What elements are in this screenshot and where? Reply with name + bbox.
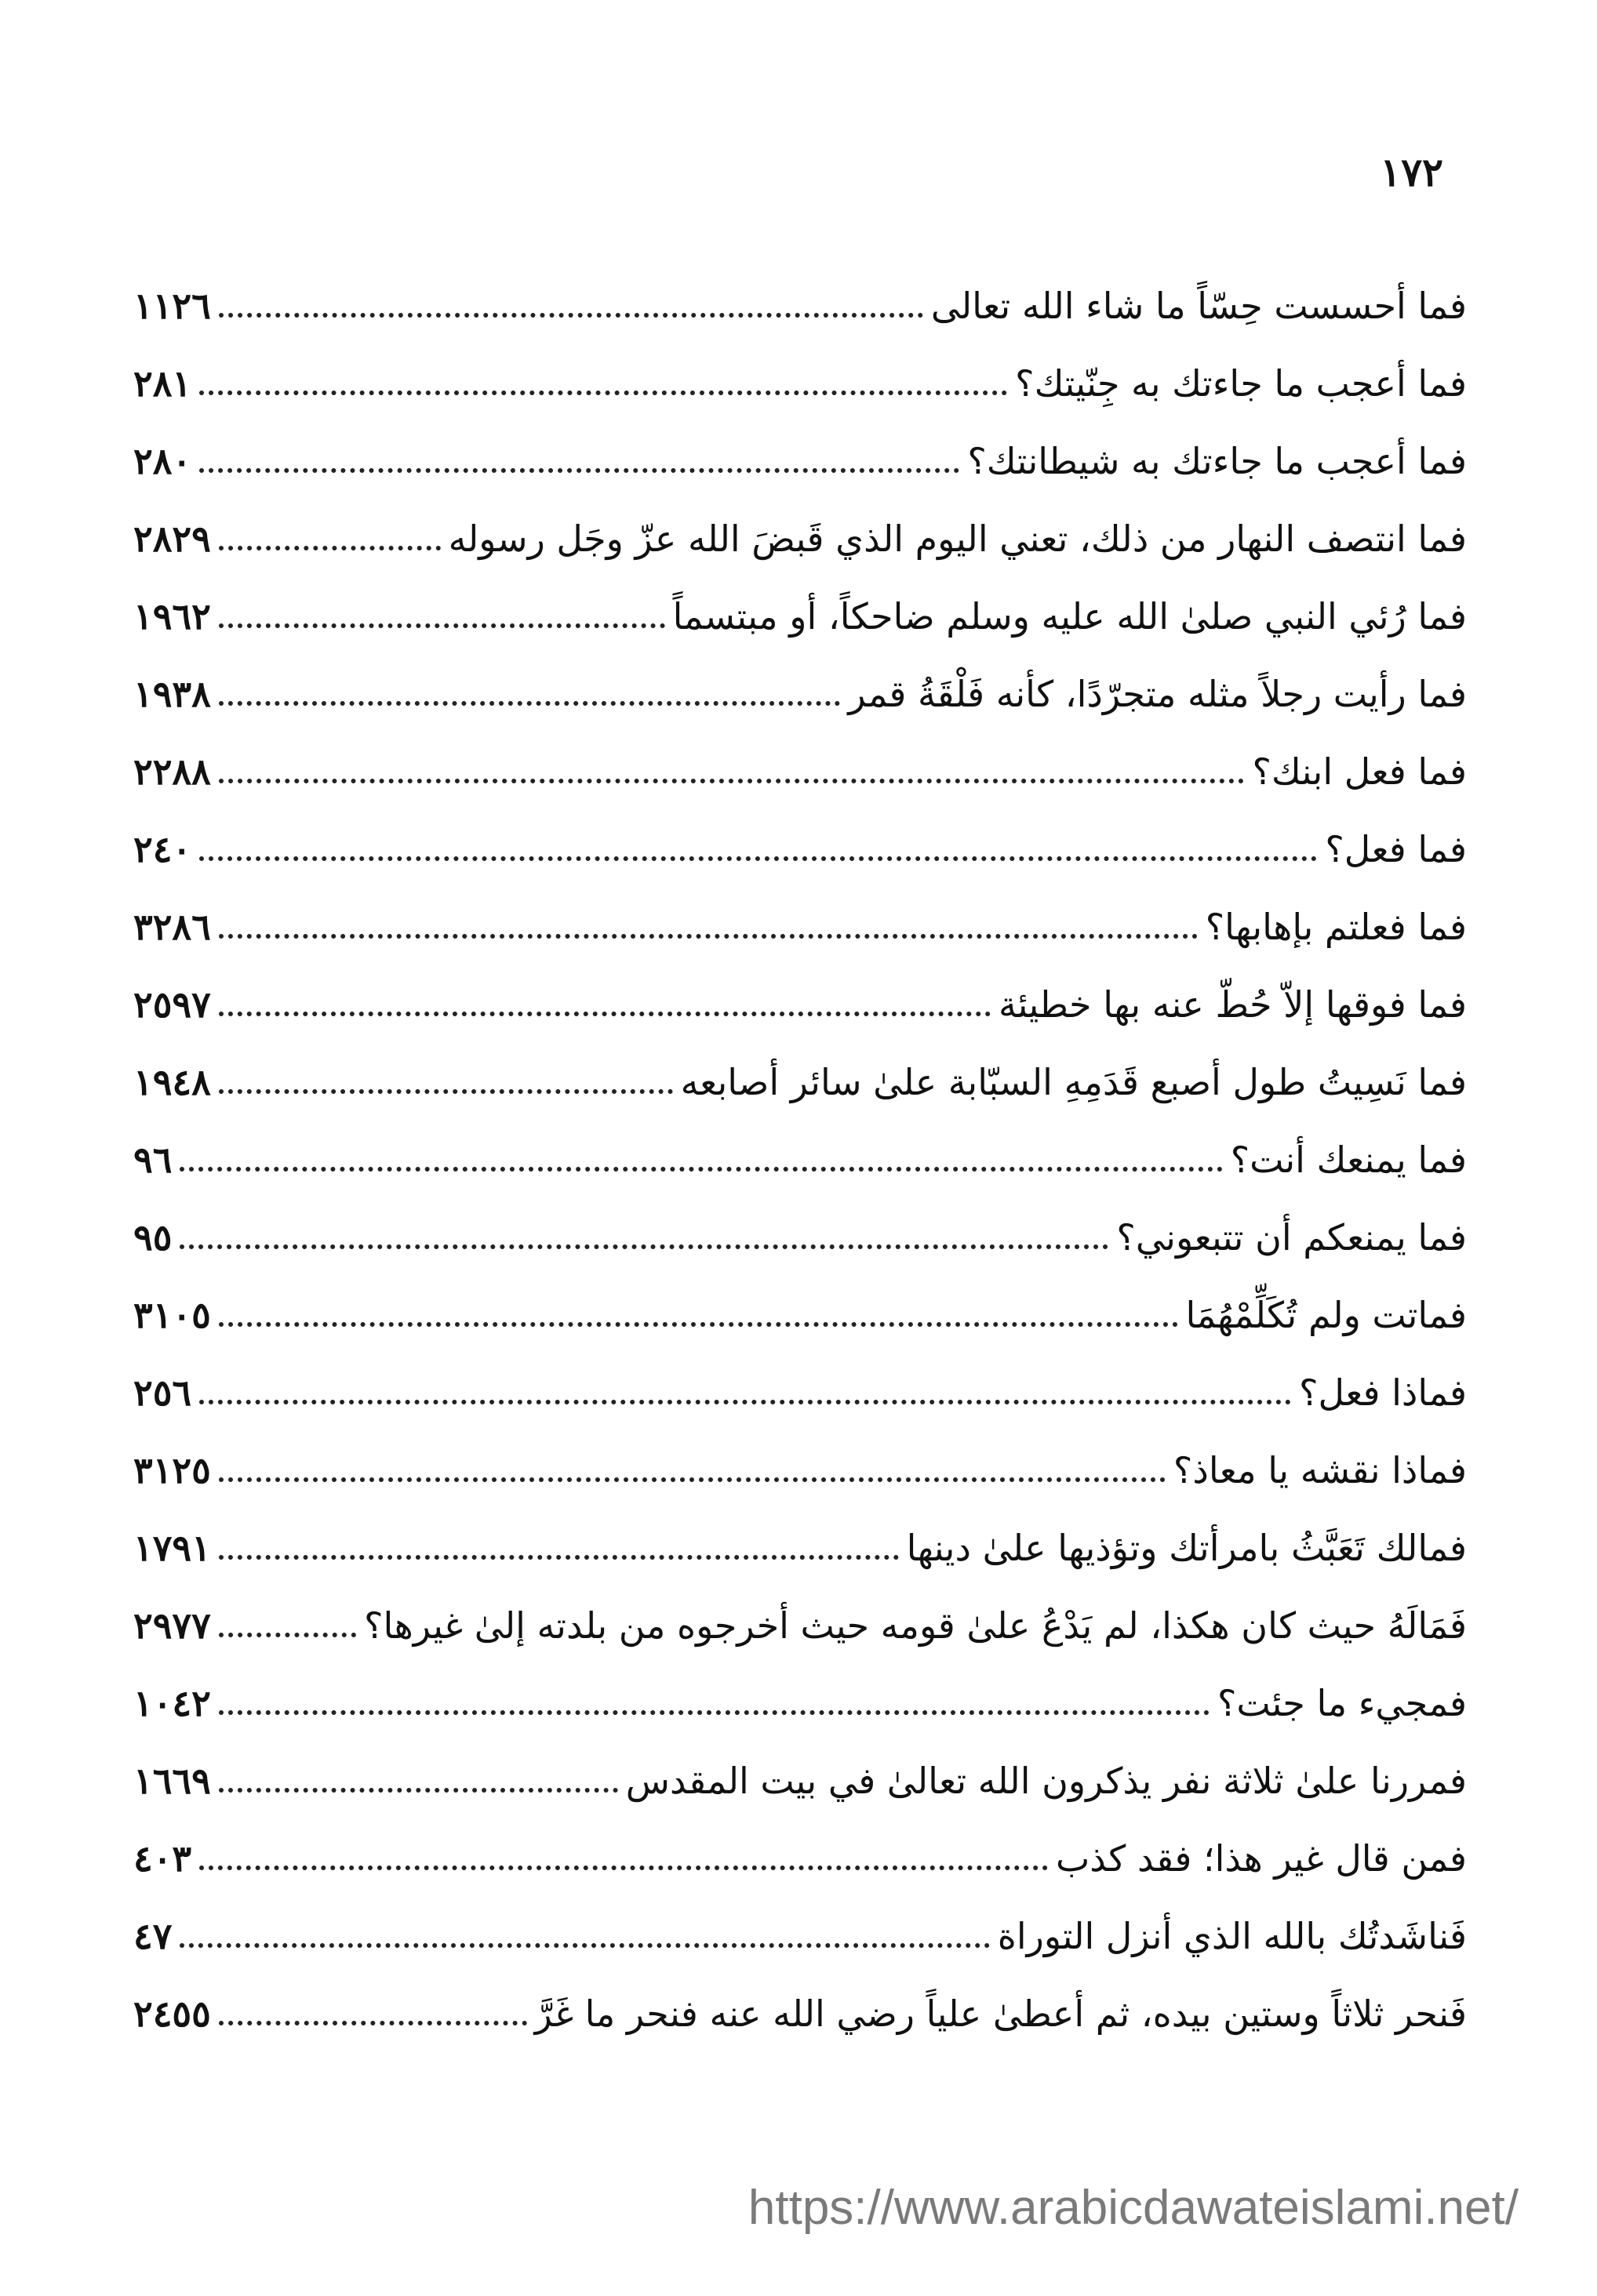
index-entry bbox=[133, 948, 1467, 1026]
entry-text: فما فعل؟ bbox=[1325, 828, 1467, 870]
index-entry bbox=[133, 870, 1467, 948]
index-entry bbox=[133, 327, 1467, 405]
entry-number: ٢٥٩٧ bbox=[133, 983, 211, 1026]
entry-text: فما أحسست حِسّاً ما شاء الله تعالى bbox=[930, 285, 1467, 327]
entry-number: ١٠٤٢ bbox=[133, 1682, 211, 1724]
index-entry bbox=[133, 560, 1467, 638]
index-entry bbox=[133, 715, 1467, 793]
entry-text: فما رُئي النبي صلىٰ الله عليه وسلم ضاحكاً، أو مبتسماً bbox=[672, 595, 1467, 638]
dot-leader bbox=[219, 701, 841, 706]
entry-number: ٢٢٨٨ bbox=[133, 750, 211, 793]
index-entry bbox=[133, 1569, 1467, 1647]
dot-leader bbox=[219, 1710, 1210, 1715]
dot-leader bbox=[199, 468, 959, 473]
index-entry bbox=[133, 1259, 1467, 1336]
index-entry bbox=[133, 1880, 1467, 1957]
dot-leader bbox=[219, 934, 1198, 939]
entry-number: ٢٨٠ bbox=[133, 440, 192, 482]
index-entry bbox=[133, 1957, 1467, 2035]
entry-number: ٩٥ bbox=[133, 1216, 173, 1259]
index-entry bbox=[133, 1414, 1467, 1491]
entry-number: ١٩٦٢ bbox=[133, 595, 211, 638]
index-entry bbox=[133, 1724, 1467, 1802]
entry-number: ٩٦ bbox=[133, 1139, 173, 1181]
index-entry bbox=[133, 405, 1467, 482]
dot-leader bbox=[199, 856, 1317, 861]
entry-number: ٤٧ bbox=[133, 1915, 173, 1957]
index-entry bbox=[133, 482, 1467, 560]
dot-leader bbox=[219, 313, 923, 318]
entry-text: فما أعجب ما جاءتك به شيطانتك؟ bbox=[967, 440, 1467, 482]
dot-leader bbox=[219, 1477, 1166, 1482]
dot-leader bbox=[219, 779, 1245, 783]
entry-number: ٢٨٢٩ bbox=[133, 518, 211, 560]
entry-text: فمجيء ما جئت؟ bbox=[1217, 1682, 1467, 1724]
entry-number: ٢٩٧٧ bbox=[133, 1604, 211, 1647]
entry-text: فَمَالَهُ حيث كان هكذا، لم يَدْعُ علىٰ قومه حيث أخرجوه من بلدته إلىٰ غيرها؟ bbox=[364, 1604, 1467, 1647]
entry-number: ١١٢٦ bbox=[133, 285, 211, 327]
dot-leader bbox=[199, 391, 1007, 395]
entry-text: فماذا فعل؟ bbox=[1299, 1371, 1467, 1414]
entry-number: ٤٠٣ bbox=[133, 1837, 192, 1880]
index-entry bbox=[133, 793, 1467, 870]
dot-leader bbox=[219, 2021, 527, 2025]
entry-text: فما انتصف النهار من ذلك، تعني اليوم الذي قَبضَ الله عزّ وجَل رسوله bbox=[448, 518, 1467, 560]
entry-text: فَنحر ثلاثاً وستين بيده، ثم أعطىٰ علياً رضي الله عنه فنحر ما غَرَّ bbox=[534, 1993, 1467, 2035]
entry-number: ٢٥٦ bbox=[133, 1371, 192, 1414]
dot-leader bbox=[219, 1555, 899, 1560]
entry-text: فماذا نقشه يا معاذ؟ bbox=[1173, 1449, 1467, 1491]
index-entry bbox=[133, 638, 1467, 715]
entry-text: فَناشَدتُك بالله الذي أنزل التوراة bbox=[997, 1915, 1467, 1957]
entry-text: فمن قال غير هذا؛ فقد كذب bbox=[1055, 1837, 1467, 1880]
dot-leader bbox=[219, 1788, 618, 1793]
entry-number: ٣١٢٥ bbox=[133, 1449, 211, 1491]
dot-leader bbox=[199, 1400, 1291, 1404]
dot-leader bbox=[180, 1943, 989, 1948]
dot-leader bbox=[219, 1633, 356, 1637]
index-entry bbox=[133, 1336, 1467, 1414]
page-number: ١٧٢ bbox=[1380, 149, 1443, 195]
entry-number: ١٦٦٩ bbox=[133, 1760, 211, 1802]
entry-number: ٢٨١ bbox=[133, 362, 192, 405]
entry-number: ٢٤٠ bbox=[133, 828, 192, 870]
index-entry bbox=[133, 249, 1467, 327]
entry-text: فما فعل ابنك؟ bbox=[1252, 750, 1467, 793]
watermark-url: https://www.arabicdawateislami.net/ bbox=[748, 2181, 1519, 2235]
entry-number: ٣١٠٥ bbox=[133, 1294, 211, 1336]
dot-leader bbox=[219, 1089, 673, 1094]
entry-number: ٢٤٥٥ bbox=[133, 1993, 211, 2035]
entry-text: فمررنا علىٰ ثلاثة نفر يذكرون الله تعالىٰ في بيت المقدس bbox=[625, 1760, 1467, 1802]
dot-leader bbox=[199, 1866, 1048, 1870]
entry-text: فما يمنعكم أن تتبعوني؟ bbox=[1116, 1216, 1467, 1259]
index-entry bbox=[133, 1802, 1467, 1880]
index-entry bbox=[133, 1026, 1467, 1103]
dot-leader bbox=[219, 1322, 1178, 1327]
entry-text: فما فعلتم بإهابها؟ bbox=[1205, 906, 1467, 948]
index-entry bbox=[133, 1491, 1467, 1569]
index-entry bbox=[133, 1103, 1467, 1181]
entry-text: فماتت ولم تُكَلِّمْهُمَا bbox=[1185, 1294, 1467, 1336]
dot-leader bbox=[219, 623, 665, 628]
index-entry bbox=[133, 1647, 1467, 1724]
index-entry bbox=[133, 1181, 1467, 1259]
index-list bbox=[133, 249, 1467, 2035]
entry-number: ١٧٩١ bbox=[133, 1527, 211, 1569]
dot-leader bbox=[219, 546, 441, 550]
entry-text: فما أعجب ما جاءتك به جِنّيتك؟ bbox=[1015, 362, 1467, 405]
entry-number: ١٩٣٨ bbox=[133, 673, 211, 715]
entry-text: فما رأيت رجلاً مثله متجرّدًا، كأنه فَلْقَةُ قمر bbox=[848, 673, 1467, 715]
dot-leader bbox=[219, 1012, 991, 1016]
entry-number: ٣٢٨٦ bbox=[133, 906, 211, 948]
entry-text: فما يمنعك أنت؟ bbox=[1230, 1139, 1467, 1181]
dot-leader bbox=[180, 1244, 1108, 1249]
entry-number: ١٩٤٨ bbox=[133, 1061, 211, 1103]
entry-text: فما نَسِيتُ طول أصبع قَدَمِهِ السبّابة علىٰ سائر أصابعه bbox=[680, 1061, 1467, 1103]
entry-text: فمالك تَعَبَّثُ بامرأتك وتؤذيها علىٰ دينها bbox=[906, 1527, 1467, 1569]
dot-leader bbox=[180, 1167, 1222, 1172]
entry-text: فما فوقها إلاّ حُطّ عنه بها خطيئة bbox=[998, 983, 1467, 1026]
